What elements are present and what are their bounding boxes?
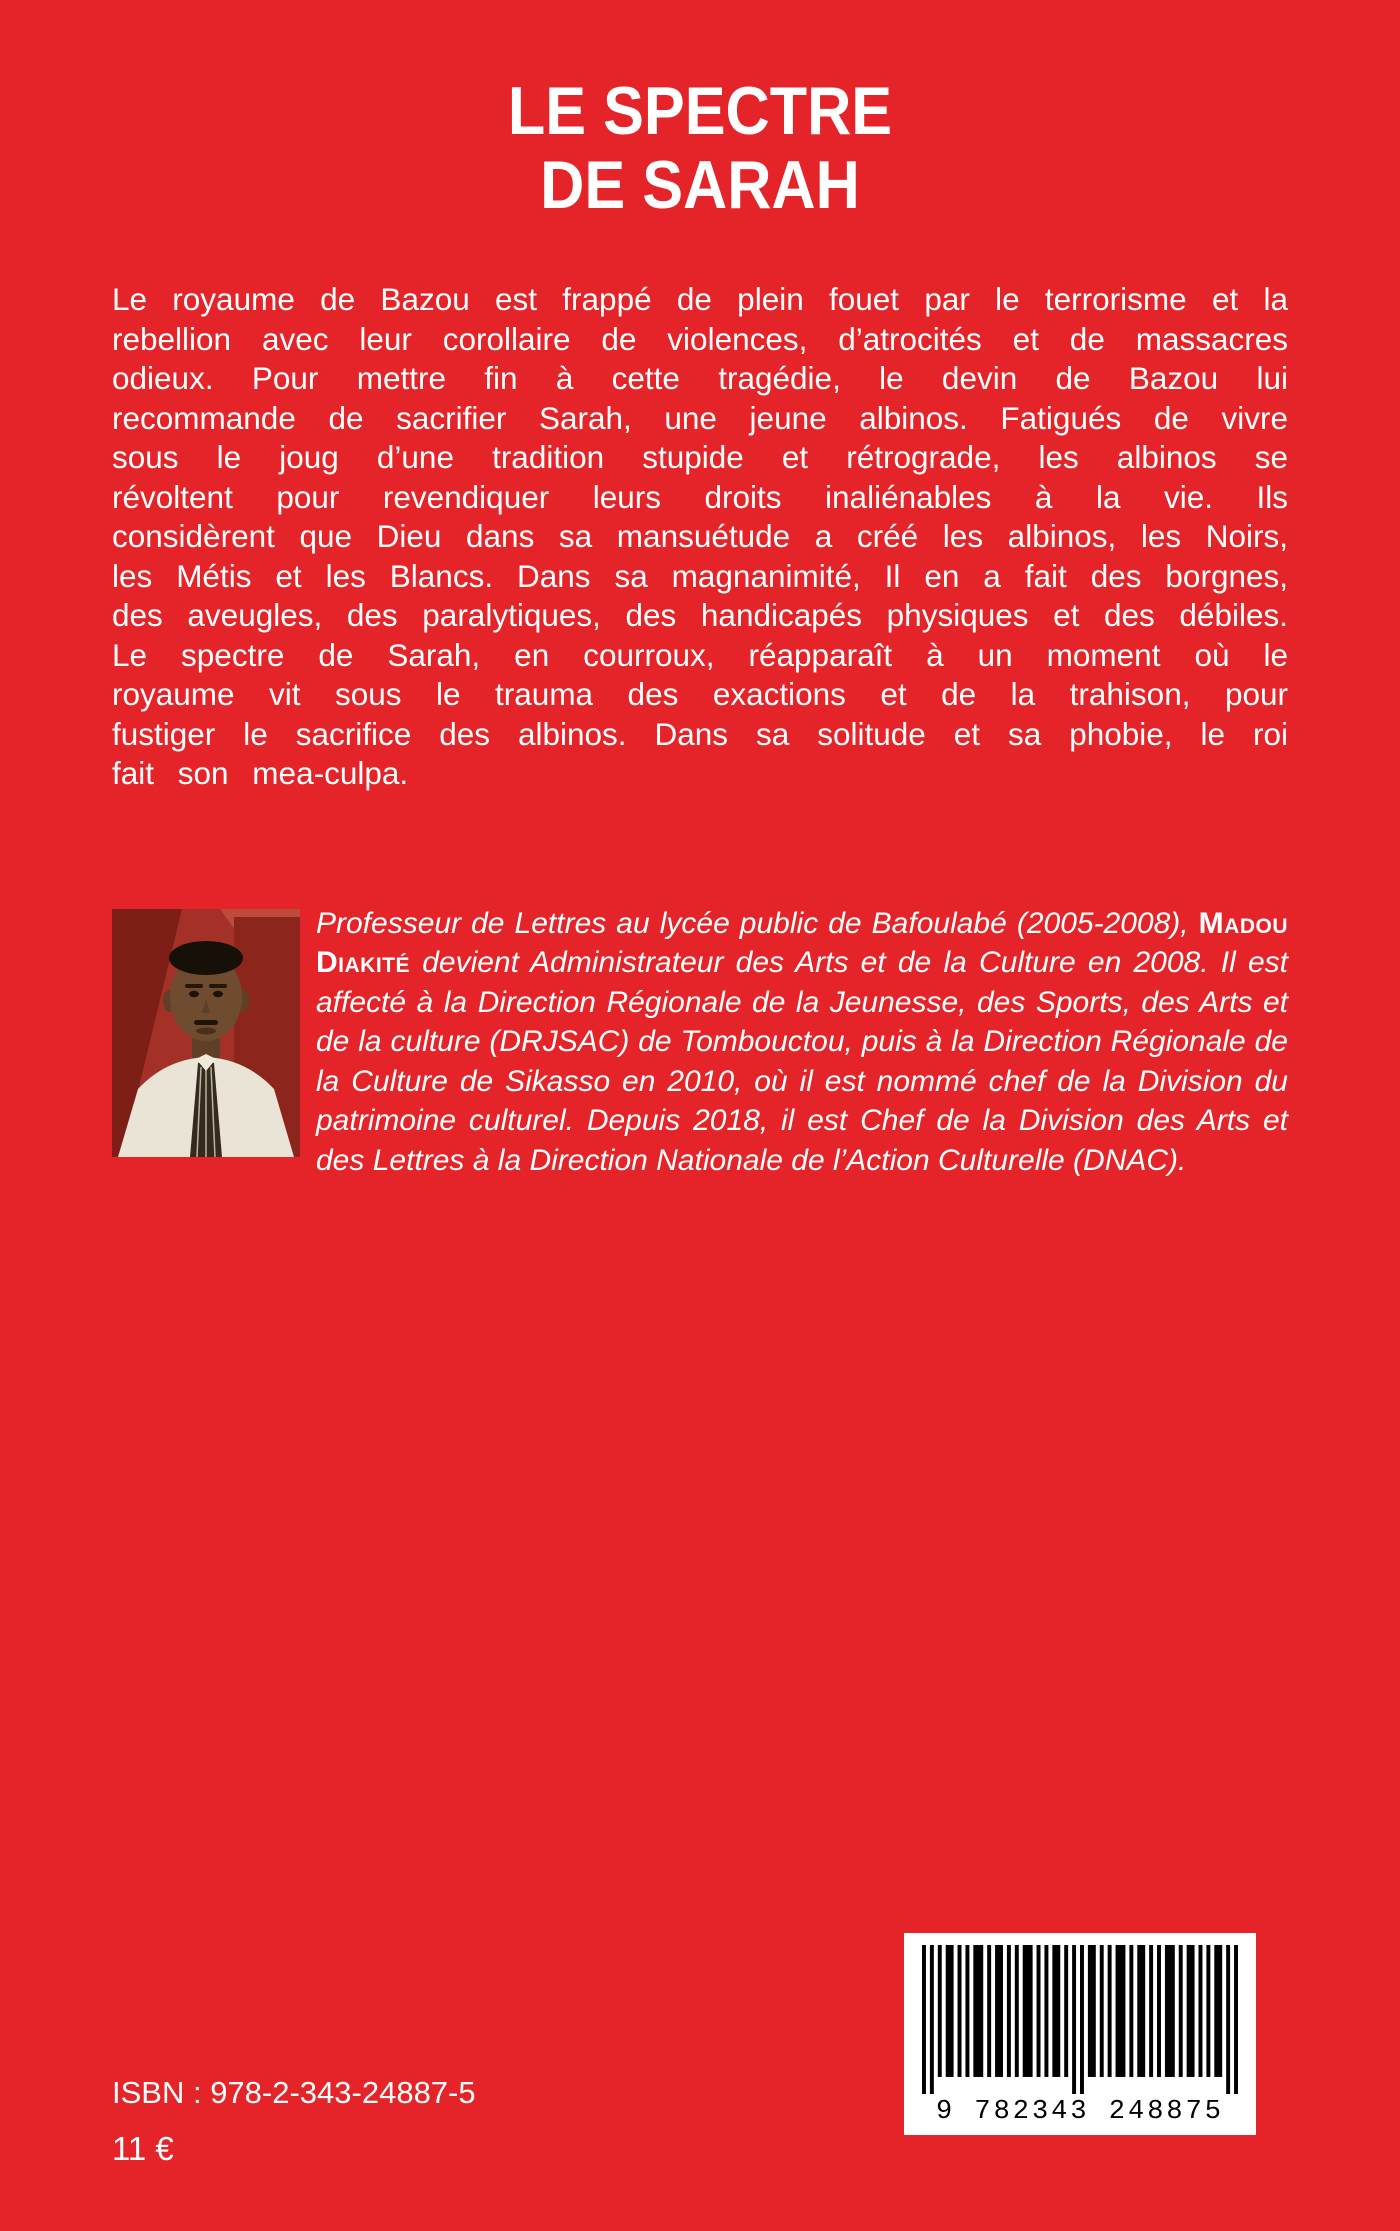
bio-text-after-name: devient Administrateur des Arts et de la Culture en 2008. Il est affecté à la Direction Régionale de la Jeunesse, des Sports, des Arts et de la culture (DRJSAC) de Tombouctou, puis à la Direction Régionale de la Culture de Sikasso en 2010, où il est nommé chef de la Division du patrimoine culturel. Depuis 2018, il est Chef de la Division des Arts et des Lettres à la Direction Nationale de l’Action Culturelle (DNAC). [316, 946, 1288, 1177]
author-name: Madou Diakité [316, 906, 1288, 979]
isbn-price-block [112, 2074, 476, 2169]
synopsis-text: Le royaume de Bazou est frappé de plein fouet par le terrorisme et la rebellion avec leur corollaire de violences, d’atrocités et de massacres odieux. Pour mettre fin à cette tragédie, le devin de Bazou lui recommande de sacrifier Sarah, une jeune albinos. Fatigués de vivre sous le joug d’une tradition stupide et rétrograde, les albinos se révoltent pour revendiquer leurs droits inaliénables à la vie. Ils considèrent que Dieu dans sa mansuétude a créé les albinos, les Noirs, les Métis et les Blancs. Dans sa magnanimité, Il en a fait des borgnes, des aveugles, des paralytiques, des handicapés physiques et des débiles. Le spectre de Sarah, en courroux, réapparaît à un moment où le royaume vit sous le trauma des exactions et de la trahison, pour fustiger le sacrifice des albinos. Dans sa solitude et sa phobie, le roi fait son mea-culpa. [112, 281, 1288, 791]
barcode-number: 9 782343 248875 [935, 2097, 1225, 2127]
barcode-bars [922, 1945, 1238, 2094]
author-bio [112, 904, 1288, 1181]
price: 11 € [112, 2130, 174, 2168]
title-line-1: LE SPECTRE [507, 73, 893, 149]
isbn: ISBN : 978-2-343-24887-5 [112, 2075, 476, 2111]
book-title [70, 0, 1330, 222]
bio-text-before-name: Professeur de Lettres au lycée public de Bafoulabé (2005-2008), [316, 906, 1199, 940]
barcode [904, 1933, 1256, 2135]
title-line-2: DE SARAH [540, 147, 860, 223]
author-photo [112, 909, 300, 1157]
author-portrait-illustration [112, 909, 300, 1157]
portrait-hair [169, 941, 243, 975]
